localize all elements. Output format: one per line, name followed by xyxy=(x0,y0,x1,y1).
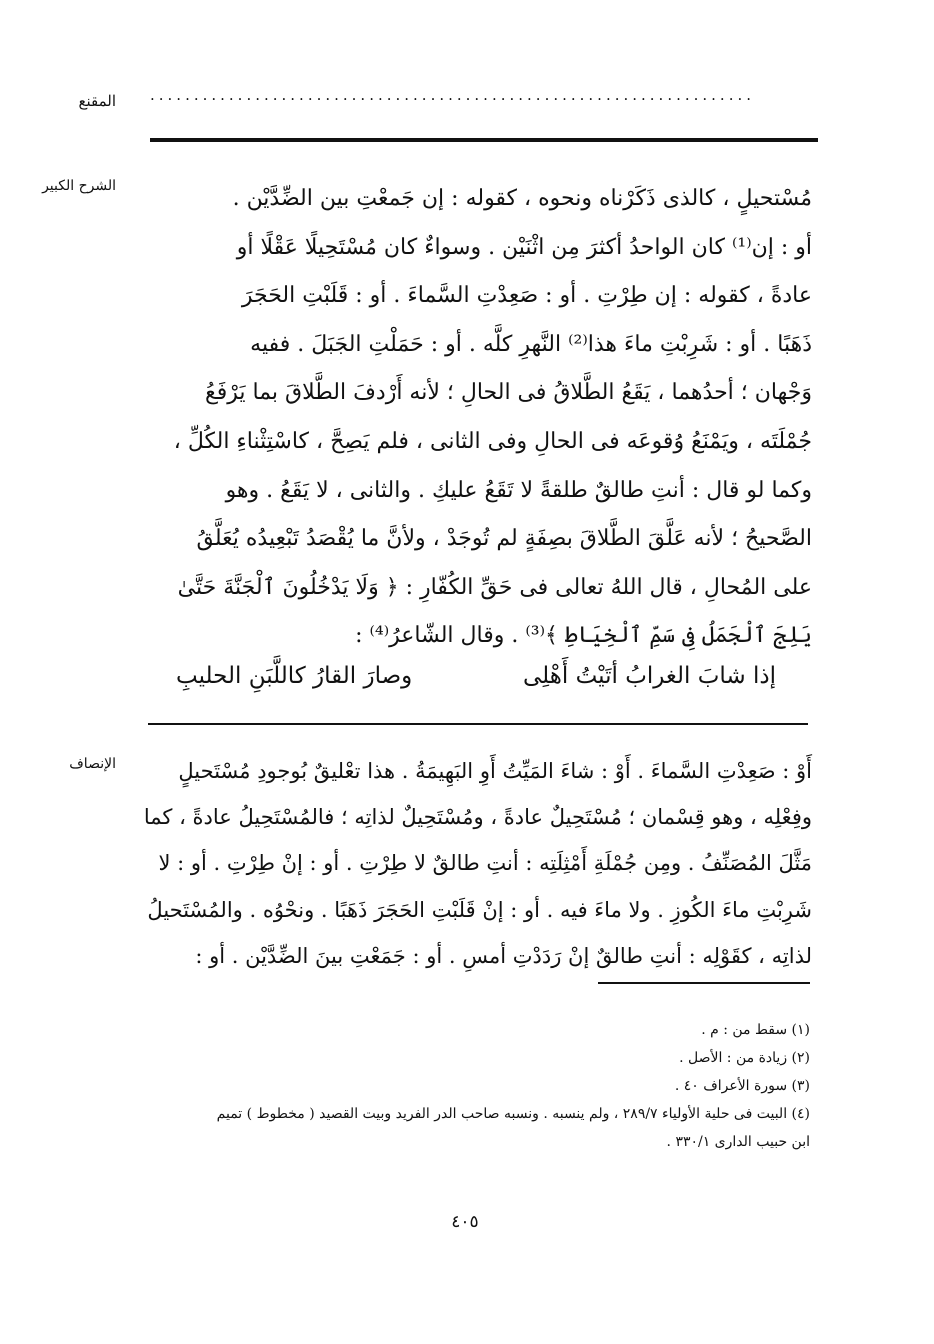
poetry-verse xyxy=(176,663,776,689)
sharh-line: وَجْهان ؛ أحدُهما ، يَقَعُ الطَّلاقُ فى الحالِ ؛ لأنه أَرْدفَ الطَّلاقَ بما يَرْفَعُ xyxy=(205,380,812,406)
sharh-line: على المُحالِ ، قال اللهُ تعالى فى حَقِّ الكُفّارِ : ﴿ وَلَا يَدْخُلُونَ ٱلْجَنَّةَ حَتَّىٰ xyxy=(177,574,812,600)
footnote-rule xyxy=(598,982,810,984)
footnote: (٣) سورة الأعراف ٤٠ . xyxy=(674,1078,810,1094)
header-rule xyxy=(150,138,818,142)
verse-second-hemistich: وصارَ القارُ كاللَّبَنِ الحليبِ xyxy=(176,663,413,689)
sharh-line: عادةً ، كقوله : إن طِرْتِ . أو : صَعِدْتِ السَّماءَ . أو : قَلَبْتِ الحَجَرَ xyxy=(241,283,812,309)
footnotes xyxy=(140,1016,810,1156)
footnote: ابن حبيب الدارى ٣٣٠/١ . xyxy=(666,1134,810,1150)
sharh-line: الصَّحيحُ ؛ لأنه عَلَّقَ الطَّلاقَ بصِفَةٍ لم تُوجَدْ ، ولأنَّ ما يُقْصَدُ تَبْعِيدُه يُعَلَّقُ xyxy=(196,526,812,552)
insaf-line: وفِعْلِه ، وهو قِسْمان ؛ مُسْتَحِيلٌ عادةً ، ومُسْتَحِيلٌ لذاتِه ؛ فالمُسْتَحِيلُ عادةً ، كما xyxy=(143,805,812,830)
section-label-sharh: الشرح الكبير xyxy=(42,178,116,194)
verse-first-hemistich: إذا شابَ الغرابُ أتَيْتُ أَهْلِى xyxy=(522,663,776,689)
footnote: (٢) زيادة من : الأصل . xyxy=(679,1050,810,1066)
section-label-insaf: الإنصاف xyxy=(69,756,116,772)
insaf-text-block xyxy=(140,748,812,979)
insaf-line: لذاتِه ، كقَوْلِه : أنتِ طالقٌ إنْ رَدَدْتِ أمسِ . أو : جَمَعْتِ بينَ الضِّدَّيْن . أو : xyxy=(195,943,812,968)
footnote: (١) سقط من : م . xyxy=(701,1022,810,1038)
section-divider xyxy=(148,723,808,725)
page-number: ٤٠٥ xyxy=(451,1212,479,1232)
header-dot-leader: ..................................................................... xyxy=(150,88,755,102)
sharh-line: أو : إن⁽¹⁾ كان الواحدُ أكثرَ مِن اثْنَيْن . وسواءٌ كان مُسْتَحِيلًا عَقْلًا أو xyxy=(236,234,812,260)
sharh-line: مُسْتحيلٍ ، كالذى ذَكَرْناه ونحوه ، كقوله : إن جَمعْتِ بين الضِّدَّيْن . xyxy=(232,186,812,211)
sharh-line: وكما لو قال : أنتِ طالقٌ طلقةً لا تَقَعُ عليكِ . والثانى ، لا يَقَعُ . وهو xyxy=(225,477,812,503)
sharh-line: جُمْلَتَه ، ويَمْنَعُ وُقوعَه فى الحالِ وفى الثانى ، فلم يَصِحَّ ، كاسْتِثْناءِ الكُلِّ ، xyxy=(173,428,812,454)
insaf-line: شَرِبْتِ ماءَ الكُوزِ . ولا ماءَ فيه . أو : إنْ قَلَبْتِ الحَجَرَ ذَهَبًا . ونحْوُه . والمُسْتَحيلُ xyxy=(147,897,812,922)
footnote: (٤) البيت فى حلية الأولياء ٢٨٩/٧ ، ولم ينسبه . ونسبه صاحب الدر الفريد وبيت القصيد ( مخطوط ) تميم xyxy=(216,1106,810,1122)
sharh-line: يَلِجَ ٱلْجَمَلُ فِى سَمِّ ٱلْخِيَاطِ ﴾⁽³⁾ . وقال الشّاعرُ⁽⁴⁾ : xyxy=(355,623,812,649)
insaf-line: مَثَّلَ المُصَنِّفُ . ومِن جُمْلَةِ أَمْثِلَتِه : أنتِ طالقٌ لا طِرْتِ . أو : إنْ طِرْتِ . أو : لا xyxy=(158,851,812,876)
sharh-line: ذَهَبًا . أو : شَرِبْتِ ماءَ هذا⁽²⁾ النَّهرِ كلَّه . أو : حَمَلْتِ الجَبَلَ . ففيه xyxy=(250,331,812,357)
insaf-line: أَوْ : صَعِدْتِ السَّماءَ . أَوْ : شاءَ المَيِّتُ أَوِ البَهِيمَةُ . هذا تعْليقٌ بُوجودِ مُسْتَحيلٍ xyxy=(178,759,812,783)
book-title: المقنع xyxy=(78,92,116,110)
sharh-text-block xyxy=(140,175,812,661)
